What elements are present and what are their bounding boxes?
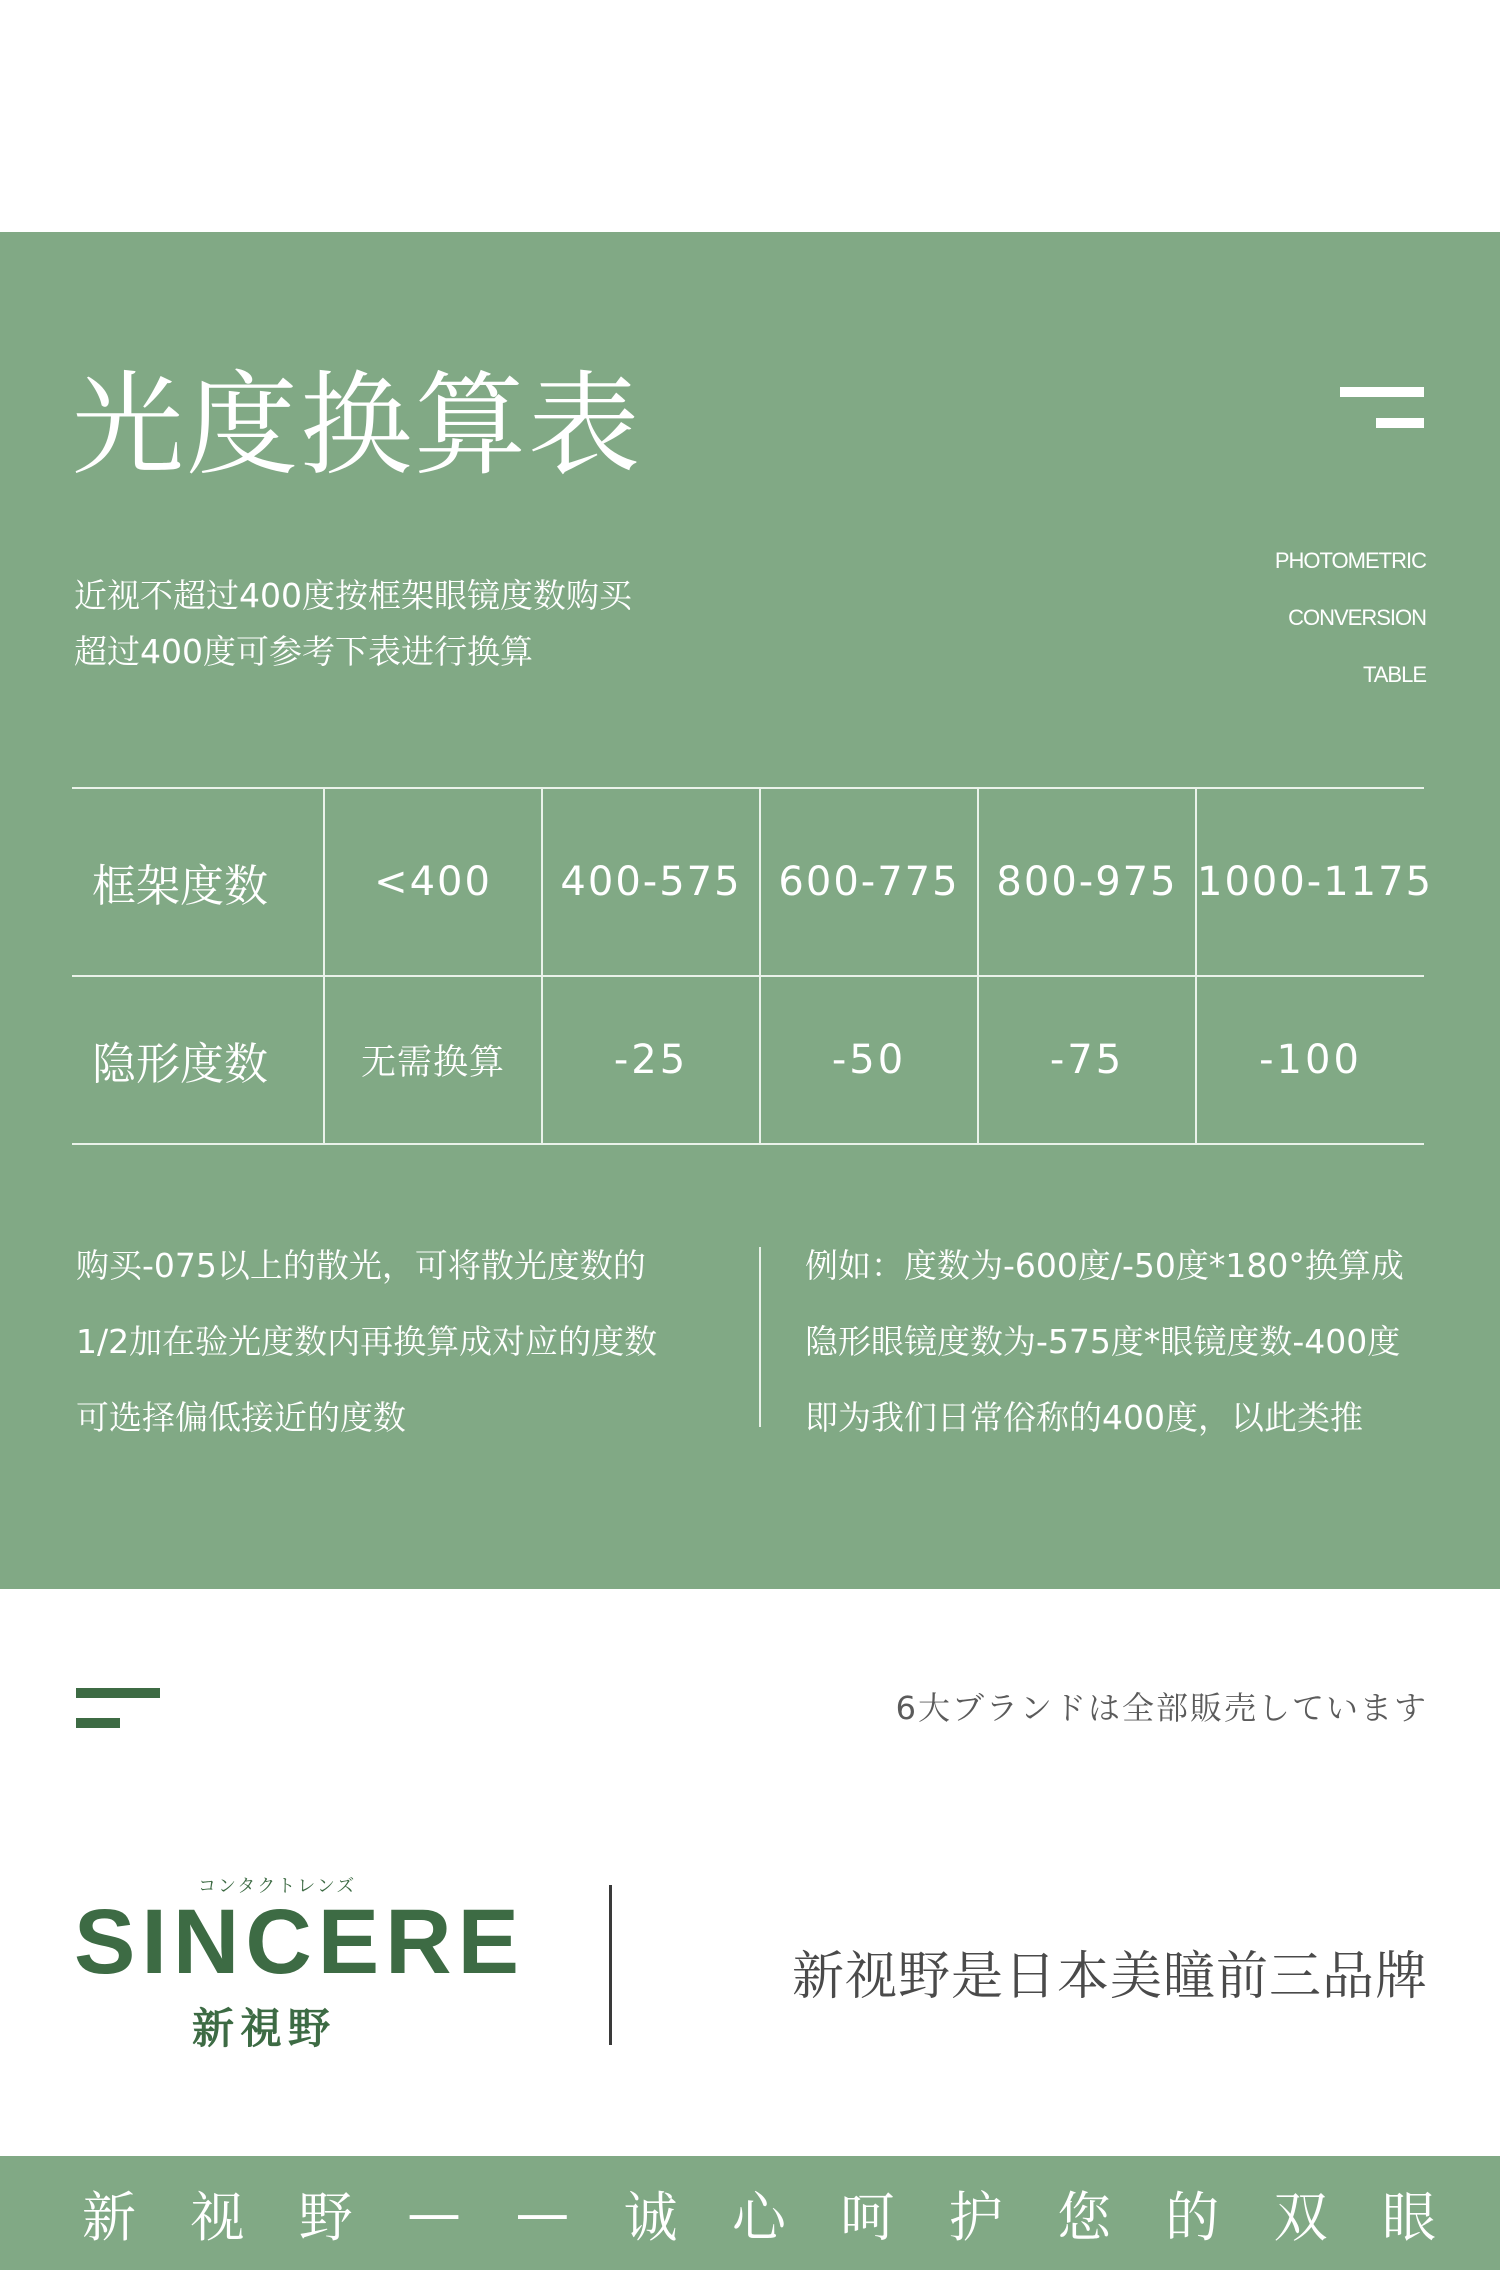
row-label-frame: 框架度数 [72, 788, 324, 976]
menu-lines-icon [76, 1688, 160, 1730]
slogan-char: 双 [1273, 2185, 1328, 2249]
intro-line: 近视不超过400度按框架眼镜度数购买 [74, 576, 632, 615]
slogan-char: 护 [948, 2185, 1003, 2249]
slogan-char: 呵 [840, 2185, 895, 2249]
note-line: 即为我们日常俗称的400度，以此类推 [805, 1398, 1363, 1437]
table-row-frame [72, 788, 1424, 976]
table-cell: <400 [324, 788, 542, 976]
slogan-dash: — [406, 2181, 461, 2245]
table-cell: 600-775 [760, 788, 978, 976]
example-note [805, 1228, 1404, 1456]
slogan-dash: — [515, 2181, 570, 2245]
note-line: 例如：度数为-600度/-50度*180°换算成 [805, 1246, 1404, 1285]
table-cell: 800-975 [978, 788, 1196, 976]
slogan-char: 新 [82, 2185, 136, 2249]
row-label-contact: 隐形度数 [72, 976, 324, 1144]
brand-tagline: 6大ブランドは全部販売しています [895, 1689, 1428, 1727]
english-title-line: TABLE [1362, 662, 1426, 687]
table-row-contact [72, 976, 1424, 1144]
table-cell: -25 [542, 976, 760, 1144]
intro-text [74, 568, 632, 680]
note-line: 可选择偏低接近的度数 [76, 1398, 406, 1437]
slogan-char: 的 [1165, 2185, 1220, 2249]
english-title [1275, 532, 1426, 703]
table-cell: 无需换算 [324, 976, 542, 1144]
table-cell: -50 [760, 976, 978, 1144]
astigmatism-note [76, 1228, 657, 1456]
conversion-table [72, 787, 1434, 1145]
logo-cn: 新視野 [192, 2004, 337, 2053]
logo-kana: コンタクトレンズ [198, 1876, 357, 1897]
slogan-char: 您 [1056, 2185, 1111, 2249]
table-cell: -100 [1196, 976, 1424, 1144]
footer-slogan [0, 2156, 1500, 2270]
table-cell: 1000-1175 [1196, 788, 1424, 976]
english-title-line: PHOTOMETRIC [1274, 548, 1426, 573]
sincere-logo [74, 1872, 525, 2053]
brand-claim: 新视野是日本美瞳前三品牌 [791, 1947, 1428, 2007]
slogan-char: 视 [190, 2185, 245, 2249]
page-title: 光度换算表 [72, 361, 642, 491]
note-line: 1/2加在验光度数内再换算成对应的度数 [76, 1322, 658, 1361]
table-cell: -75 [978, 976, 1196, 1144]
intro-line: 超过400度可参考下表进行换算 [74, 632, 533, 671]
slogan-char: 心 [731, 2185, 786, 2249]
brand-divider [609, 1885, 612, 2045]
note-line: 购买-075以上的散光，可将散光度数的 [76, 1246, 646, 1285]
slogan-char: 野 [298, 2185, 353, 2249]
table-cell: 400-575 [542, 788, 760, 976]
english-title-line: CONVERSION [1288, 605, 1426, 630]
footer-bar [0, 2156, 1500, 2270]
menu-lines-icon [1340, 387, 1424, 429]
slogan-char: 诚 [623, 2185, 678, 2249]
slogan-char: 眼 [1381, 2185, 1436, 2249]
note-divider [759, 1247, 761, 1427]
logo-word: SINCERE [74, 1891, 525, 1993]
note-line: 隐形眼镜度数为-575度*眼镜度数-400度 [805, 1322, 1401, 1361]
